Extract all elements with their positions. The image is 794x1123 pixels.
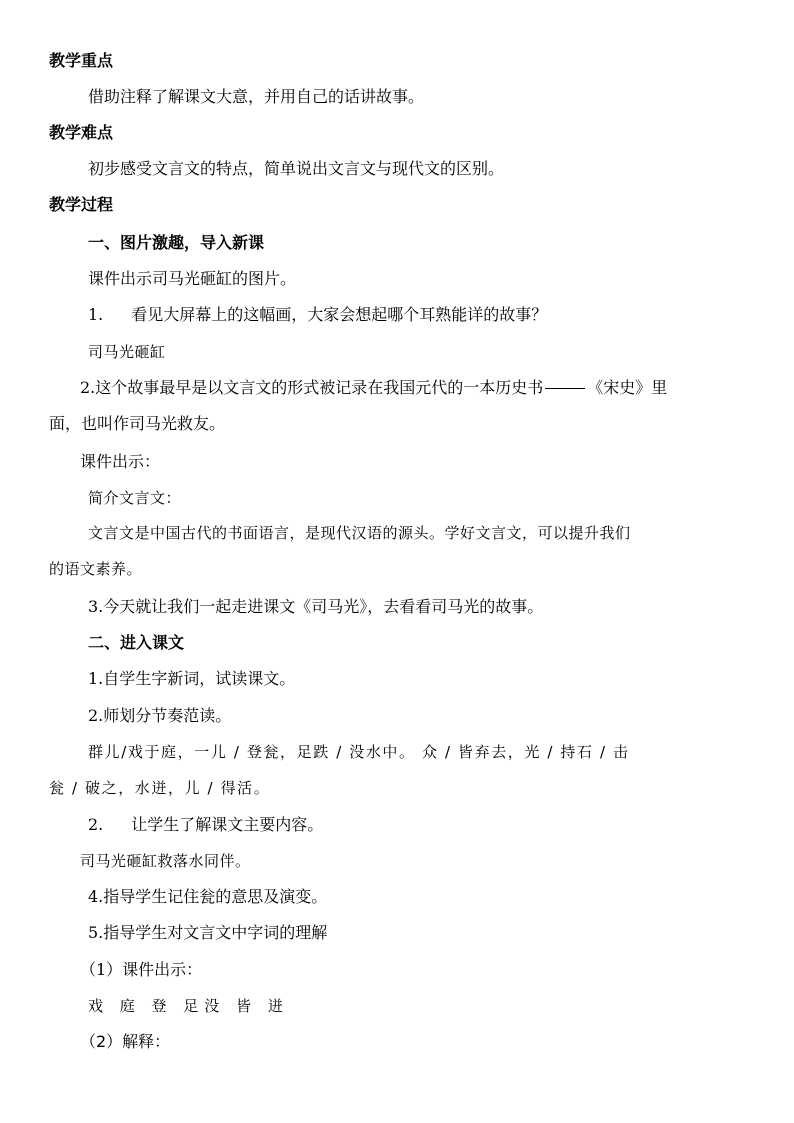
step-3-number: 2.	[88, 815, 104, 834]
intro-line-2: 的语文素养。	[49, 560, 143, 578]
reading-line-1: 群儿/戏于庭，一儿 / 登瓮，足跌 / 没水中。 众 / 皆弃去，光 / 持石 / 击	[88, 743, 630, 761]
step-3	[88, 815, 323, 835]
intro-line-1: 文言文是中国古代的书面语言，是现代汉语的源头。学好文言文，可以提升我们	[88, 524, 631, 542]
sub-item-1: （1）课件出示：	[80, 960, 203, 979]
question-3: 3.今天就让我们一起走进课文《司马光》，去看看司马光的故事。	[88, 597, 544, 616]
step-2: 2.师划分节奏范读。	[88, 706, 232, 725]
question-2-line-1: 2.这个故事最早是以文言文的形式被记录在我国元代的一本历史书 《宋史》里	[80, 378, 668, 397]
process-heading: 教学过程	[49, 195, 114, 214]
part2-heading: 二、进入课文	[88, 633, 185, 652]
step-4: 4.指导学生记住瓮的意思及演变。	[88, 887, 328, 906]
reading-line-2: 瓮 / 破之，水迸，儿 / 得活。	[49, 779, 271, 797]
sub-item-2: （2）解释：	[80, 1032, 171, 1051]
question-1-number: 1.	[88, 305, 104, 324]
step-3-answer: 司马光砸缸救落水同伴。	[80, 852, 251, 870]
courseware-label: 课件出示：	[80, 452, 161, 471]
part1-heading: 一、图片激趣，导入新课	[88, 233, 265, 252]
difficulty-heading: 教学难点	[49, 123, 114, 142]
key-words: 戏 庭 登 足没 皆 迸	[88, 997, 289, 1015]
courseware-image-line: 课件出示司马光砸缸的图片。	[88, 269, 297, 288]
key-point-text: 借助注释了解课文大意，并用自己的话讲故事。	[88, 87, 425, 106]
question-2-line-2: 面，也叫作司马光救友。	[49, 414, 226, 433]
difficulty-text: 初步感受文言文的特点，简单说出文言文与现代文的区别。	[88, 159, 505, 178]
question-1-text: 看见大屏幕上的这幅画，大家会想起哪个耳熟能详的故事？	[131, 305, 548, 324]
em-dash	[545, 388, 585, 389]
question-1	[88, 305, 547, 325]
step-3-text: 让学生了解课文主要内容。	[131, 815, 324, 834]
step-5: 5.指导学生对文言文中字词的理解	[88, 923, 328, 942]
key-point-heading: 教学重点	[49, 51, 114, 70]
question-1-answer: 司马光砸缸	[88, 343, 166, 361]
step-1: 1.自学生字新词，试读课文。	[88, 669, 296, 688]
intro-title: 简介文言文：	[88, 489, 182, 507]
